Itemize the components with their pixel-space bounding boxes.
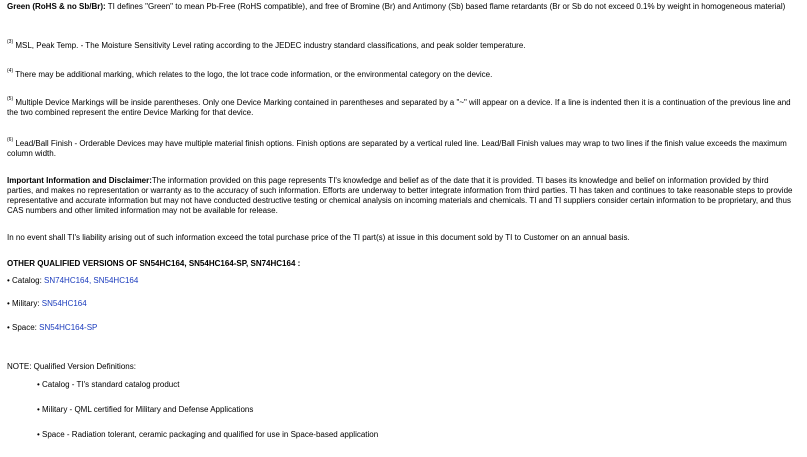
catalog-separator: , [88, 276, 94, 285]
note-5-mark: (5) [7, 96, 14, 102]
space-link-sn54hc164-sp[interactable]: SN54HC164-SP [39, 323, 98, 332]
green-note [7, 2, 797, 12]
bullet: • [7, 276, 10, 285]
bullet: • [37, 405, 40, 414]
military-label: Military: [12, 299, 42, 308]
note-5-text: Multiple Device Markings will be inside parentheses. Only one Device Marking contained in parentheses and separated by a "~" will appear on a device. If a line is indented then it is a continuation of the previous line and the two combined represent the entire Device Marking for that device. [7, 98, 791, 117]
space-label: Space: [12, 323, 40, 332]
bullet: • [7, 299, 10, 308]
definition-text: Military - QML certified for Military and Defense Applications [42, 405, 254, 414]
liability-text: In no event shall TI's liability arising out of such information exceed the total purchase price of the TI part(s) at issue in this document sold by TI to Customer on an annual basis. [7, 233, 630, 242]
note-5 [7, 98, 797, 118]
bullet: • [7, 323, 10, 332]
note-3 [7, 41, 797, 51]
catalog-label: Catalog: [12, 276, 45, 285]
military-row [7, 299, 797, 309]
note-6 [7, 139, 797, 159]
bullet: • [37, 430, 40, 439]
definition-military [37, 405, 253, 415]
disclaimer-text: The information provided on this page represents TI's knowledge and belief as of the date that it is provided. TI bases its knowledge and belief on information provided by third parties, and makes no representation or warranty as to the accuracy of such information. Efforts are underway to better integrate information from third parties. TI has taken and continues to take reasonable steps to provide representative and accurate information but may not have conducted destructive testing or chemical analysis on incoming materials and chemicals. TI and TI suppliers consider certain information to be proprietary, and thus CAS numbers and other limited information may not be available for release. [7, 176, 793, 215]
definition-text: Catalog - TI's standard catalog product [42, 380, 180, 389]
green-term: Green (RoHS & no Sb/Br): [7, 2, 106, 11]
note-4-text: There may be additional marking, which relates to the logo, the lot trace code information, or the environmental category on the device. [13, 70, 493, 79]
space-row [7, 323, 797, 333]
note-4-mark: (4) [7, 68, 14, 74]
definition-text: Space - Radiation tolerant, ceramic packaging and qualified for use in Space-based application [42, 430, 379, 439]
bullet: • [37, 380, 40, 389]
catalog-link-sn54hc164[interactable]: SN54HC164 [93, 276, 139, 285]
green-text: TI defines "Green" to mean Pb-Free (RoHS compatible), and free of Bromine (Br) and Antimony (Sb) based flame retardants (Br or Sb do not exceed 0.1% by weight in homogeneous material) [105, 2, 786, 11]
qualified-versions-heading: OTHER QUALIFIED VERSIONS OF SN54HC164, SN54HC164-SP, SN74HC164 : [7, 259, 301, 268]
definition-catalog [37, 380, 179, 390]
catalog-row [7, 276, 797, 286]
disclaimer [7, 176, 797, 216]
note-6-mark: (6) [7, 137, 14, 143]
disclaimer-term: Important Information and Disclaimer: [7, 176, 152, 185]
definition-space [37, 430, 378, 440]
note-3-mark: (3) [7, 39, 14, 45]
definitions-heading: NOTE: Qualified Version Definitions: [7, 362, 136, 371]
note-3-text: MSL, Peak Temp. - The Moisture Sensitivity Level rating according to the JEDEC industry standard classifications, and peak solder temperature. [13, 41, 526, 50]
catalog-link-sn74hc164[interactable]: SN74HC164 [44, 276, 89, 285]
note-6-text: Lead/Ball Finish - Orderable Devices may have multiple material finish options. Finish options are separated by a vertical ruled line. Lead/Ball Finish values may wrap to two lines if the finish value exceeds the maximum column width. [7, 139, 787, 158]
note-4 [7, 70, 797, 80]
military-link-sn54hc164[interactable]: SN54HC164 [41, 299, 87, 308]
